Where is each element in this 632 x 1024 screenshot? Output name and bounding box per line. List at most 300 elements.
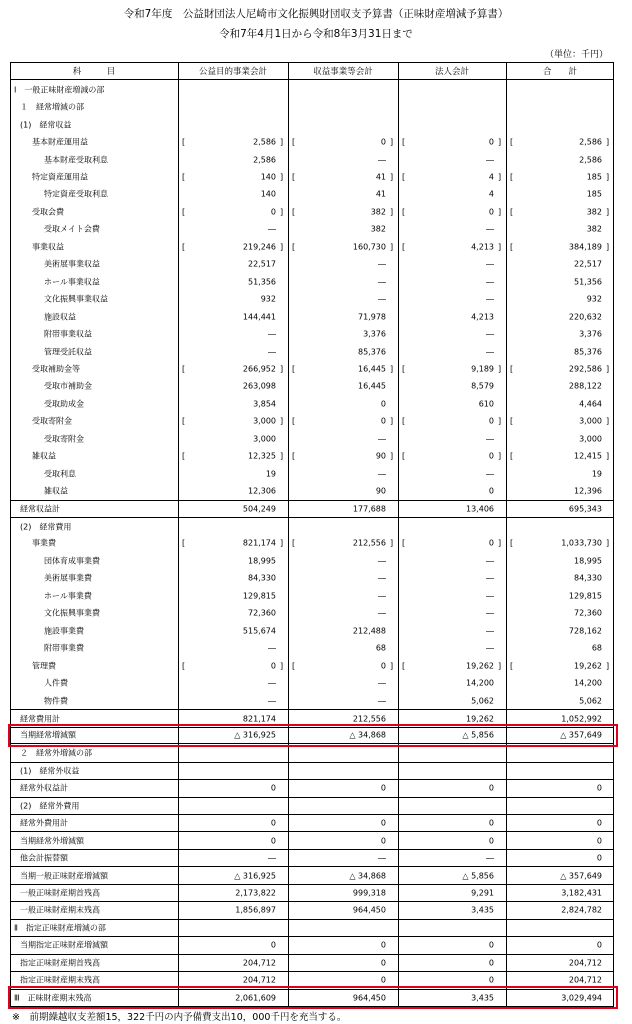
cell-value: 14,200 bbox=[574, 678, 602, 688]
cell-value: ― bbox=[378, 277, 386, 287]
cell-value: 2,586 bbox=[253, 137, 276, 147]
table-row bbox=[10, 186, 614, 203]
document-title: 令和7年度 公益財団法人尼崎市文化振興財団収支予算書（正味財産増減予算書） bbox=[123, 8, 509, 20]
bracket-open: [ bbox=[510, 538, 514, 548]
cell-value: 0 bbox=[270, 940, 276, 950]
row-label: 基本財産受取利息 bbox=[44, 155, 108, 165]
cell-value: ― bbox=[378, 573, 386, 583]
cell-value: 4 bbox=[488, 172, 494, 182]
column-header: 公益目的事業会計 bbox=[198, 66, 267, 77]
cell-value: 2,586 bbox=[253, 155, 276, 165]
cell-value: 0 bbox=[380, 958, 386, 968]
cell-value: 0 bbox=[270, 836, 276, 846]
cell-value: 263,098 bbox=[242, 381, 276, 391]
cell-value: 68 bbox=[375, 643, 386, 653]
bracket-open: [ bbox=[510, 451, 514, 461]
table-row bbox=[10, 133, 614, 150]
table-row bbox=[10, 378, 614, 395]
cell-value: 3,029,494 bbox=[561, 993, 602, 1003]
bracket-open: [ bbox=[182, 207, 186, 217]
bracket-close: ] bbox=[280, 416, 284, 426]
cell-value: 0 bbox=[380, 783, 386, 793]
cell-value: 90 bbox=[375, 486, 386, 496]
cell-value: △ 316,925 bbox=[234, 730, 276, 740]
table-row bbox=[10, 866, 614, 883]
cell-value: ― bbox=[486, 155, 494, 165]
row-label: 受取利息 bbox=[44, 469, 76, 479]
row-label: 受取助成金 bbox=[44, 399, 84, 409]
row-label: 文化振興事業収益 bbox=[44, 294, 108, 304]
cell-value: 821,174 bbox=[242, 538, 276, 548]
cell-value: 0 bbox=[596, 836, 602, 846]
bracket-close: ] bbox=[498, 661, 502, 671]
cell-value: △ 34,868 bbox=[349, 871, 386, 881]
document-period: 令和7年4月1日から令和8年3月31日まで bbox=[219, 28, 413, 40]
cell-value: 72,360 bbox=[248, 608, 276, 618]
table-row bbox=[10, 325, 614, 342]
cell-value: 22,517 bbox=[574, 259, 602, 269]
cell-value: 382 bbox=[586, 224, 602, 234]
cell-value: 3,000 bbox=[253, 416, 276, 426]
table-row bbox=[10, 98, 614, 115]
row-label: 経常費用計 bbox=[20, 714, 60, 724]
row-label: 管理費 bbox=[32, 661, 56, 671]
bracket-open: [ bbox=[182, 242, 186, 252]
cell-value: 13,406 bbox=[466, 504, 494, 514]
table-row bbox=[10, 343, 614, 360]
cell-value: 12,396 bbox=[574, 486, 602, 496]
cell-value: 695,343 bbox=[568, 504, 602, 514]
bracket-open: [ bbox=[510, 416, 514, 426]
cell-value: 3,376 bbox=[363, 329, 386, 339]
cell-value: ― bbox=[486, 591, 494, 601]
row-label: 附帯事業費 bbox=[44, 643, 84, 653]
cell-value: 140 bbox=[260, 189, 276, 199]
cell-value: △ 5,856 bbox=[462, 730, 494, 740]
cell-value: 16,445 bbox=[358, 381, 386, 391]
cell-value: 0 bbox=[380, 940, 386, 950]
cell-value: 932 bbox=[260, 294, 276, 304]
bracket-open: [ bbox=[510, 172, 514, 182]
cell-value: ― bbox=[378, 556, 386, 566]
cell-value: 3,854 bbox=[253, 399, 276, 409]
bracket-close: ] bbox=[390, 242, 394, 252]
cell-value: 51,356 bbox=[574, 277, 602, 287]
row-label: 受取寄附金 bbox=[44, 434, 84, 444]
row-label: 受取市補助金 bbox=[44, 381, 92, 391]
bracket-open: [ bbox=[182, 661, 186, 671]
bracket-close: ] bbox=[280, 661, 284, 671]
bracket-close: ] bbox=[606, 242, 610, 252]
cell-value: 0 bbox=[270, 207, 276, 217]
cell-value: ― bbox=[378, 155, 386, 165]
table-row bbox=[10, 849, 614, 866]
cell-value: 2,586 bbox=[579, 137, 602, 147]
cell-value: 72,360 bbox=[574, 608, 602, 618]
table-row bbox=[10, 256, 614, 273]
cell-value: 41 bbox=[375, 189, 386, 199]
table-row bbox=[10, 552, 614, 569]
cell-value: ― bbox=[268, 643, 276, 653]
table-row bbox=[10, 168, 614, 185]
bracket-open: [ bbox=[182, 364, 186, 374]
bracket-close: ] bbox=[606, 207, 610, 217]
cell-value: 932 bbox=[586, 294, 602, 304]
row-label: 人件費 bbox=[44, 678, 68, 688]
cell-value: 3,435 bbox=[471, 905, 494, 915]
cell-value: 0 bbox=[380, 399, 386, 409]
bracket-close: ] bbox=[606, 364, 610, 374]
row-label: Ⅲ 正味財産期末残高 bbox=[14, 993, 92, 1003]
cell-value: 0 bbox=[380, 818, 386, 828]
cell-value: 204,712 bbox=[568, 958, 602, 968]
bracket-close: ] bbox=[606, 661, 610, 671]
cell-value: 1,856,897 bbox=[235, 905, 276, 915]
table-row bbox=[10, 936, 614, 953]
row-label: 事業費 bbox=[32, 538, 56, 548]
bracket-close: ] bbox=[606, 451, 610, 461]
table-row bbox=[10, 954, 614, 971]
bracket-open: [ bbox=[182, 416, 186, 426]
table-row bbox=[10, 639, 614, 656]
cell-value: ― bbox=[486, 347, 494, 356]
bracket-close: ] bbox=[280, 172, 284, 182]
cell-value: 0 bbox=[596, 783, 602, 793]
cell-value: 8,579 bbox=[471, 381, 494, 391]
bracket-close: ] bbox=[280, 451, 284, 461]
cell-value: 160,730 bbox=[352, 242, 386, 252]
bracket-close: ] bbox=[606, 137, 610, 147]
cell-value: ― bbox=[378, 434, 386, 444]
row-label: 受取寄附金 bbox=[32, 416, 72, 426]
table-header bbox=[10, 62, 614, 80]
cell-value: 5,062 bbox=[579, 696, 602, 706]
bracket-open: [ bbox=[292, 137, 296, 147]
bracket-close: ] bbox=[390, 172, 394, 182]
table-row bbox=[10, 605, 614, 622]
bracket-open: [ bbox=[402, 242, 406, 252]
cell-value: 51,356 bbox=[248, 277, 276, 287]
bracket-close: ] bbox=[280, 242, 284, 252]
cell-value: 12,415 bbox=[574, 451, 602, 461]
table-row bbox=[10, 448, 614, 465]
cell-value: 12,306 bbox=[248, 486, 276, 496]
row-label: 一般正味財産期首残高 bbox=[20, 888, 100, 898]
bracket-open: [ bbox=[402, 451, 406, 461]
row-label: 当期経常外増減額 bbox=[20, 836, 84, 846]
cell-value: 9,189 bbox=[471, 364, 494, 374]
cell-value: 2,173,822 bbox=[235, 888, 276, 898]
table-row bbox=[10, 762, 614, 779]
table-row bbox=[10, 535, 614, 552]
column-header: 科 目 bbox=[72, 66, 116, 77]
cell-value: 266,952 bbox=[242, 364, 276, 374]
cell-value: ― bbox=[486, 643, 494, 653]
bracket-open: [ bbox=[402, 137, 406, 147]
cell-value: ― bbox=[486, 294, 494, 304]
cell-value: ― bbox=[486, 573, 494, 583]
bracket-open: [ bbox=[182, 538, 186, 548]
bracket-open: [ bbox=[292, 172, 296, 182]
bracket-open: [ bbox=[292, 416, 296, 426]
bracket-close: ] bbox=[498, 364, 502, 374]
row-label: 他会計振替額 bbox=[20, 853, 68, 863]
row-label: Ⅰ 一般正味財産増減の部 bbox=[14, 85, 105, 95]
cell-value: 0 bbox=[488, 940, 494, 950]
cell-value: ― bbox=[486, 556, 494, 566]
row-label: 特定資産運用益 bbox=[32, 172, 88, 182]
cell-value: 384,189 bbox=[568, 242, 602, 252]
bracket-open: [ bbox=[402, 416, 406, 426]
cell-value: ― bbox=[378, 853, 386, 863]
bracket-close: ] bbox=[280, 137, 284, 147]
cell-value: △ 357,649 bbox=[560, 871, 602, 881]
cell-value: ― bbox=[378, 608, 386, 618]
cell-value: 204,712 bbox=[242, 975, 276, 985]
row-label: (1) 経常外収益 bbox=[20, 766, 80, 776]
bracket-close: ] bbox=[390, 137, 394, 147]
cell-value: 68 bbox=[591, 643, 602, 653]
highlight-current-ordinary-change bbox=[8, 724, 618, 747]
row-label: 経常外費用計 bbox=[20, 818, 68, 828]
cell-value: 129,815 bbox=[242, 591, 276, 601]
bracket-open: [ bbox=[182, 172, 186, 182]
row-label: 事業収益 bbox=[32, 242, 64, 252]
table-row bbox=[10, 308, 614, 325]
row-label: (1) 経常収益 bbox=[20, 120, 72, 130]
cell-value: 41 bbox=[375, 172, 386, 182]
bracket-close: ] bbox=[390, 538, 394, 548]
cell-value: ― bbox=[486, 277, 494, 287]
row-label: 受取会費 bbox=[32, 207, 64, 217]
table-row bbox=[10, 500, 614, 517]
cell-value: 19 bbox=[265, 469, 276, 479]
row-label: 雑収益 bbox=[32, 451, 56, 461]
cell-value: ― bbox=[378, 591, 386, 601]
cell-value: 0 bbox=[488, 451, 494, 461]
cell-value: 2,586 bbox=[579, 155, 602, 165]
cell-value: 18,995 bbox=[248, 556, 276, 566]
cell-value: 14,200 bbox=[466, 678, 494, 688]
cell-value: 12,325 bbox=[248, 451, 276, 461]
cell-value: 4,213 bbox=[471, 312, 494, 322]
table-row bbox=[10, 587, 614, 604]
cell-value: 90 bbox=[375, 451, 386, 461]
cell-value: 504,249 bbox=[242, 504, 276, 514]
bracket-close: ] bbox=[606, 416, 610, 426]
cell-value: 19 bbox=[591, 469, 602, 479]
bracket-open: [ bbox=[402, 661, 406, 671]
cell-value: ― bbox=[486, 224, 494, 234]
cell-value: 177,688 bbox=[352, 504, 386, 514]
table-row bbox=[10, 465, 614, 482]
cell-value: △ 316,925 bbox=[234, 871, 276, 881]
table-row bbox=[10, 430, 614, 447]
table-row bbox=[10, 517, 614, 534]
bracket-open: [ bbox=[292, 538, 296, 548]
footnote: ※ 前期繰越収支差額15，322千円の内予備費支出10，000千円を充当する。 bbox=[12, 1012, 347, 1023]
row-label: 附帯事業収益 bbox=[44, 329, 92, 339]
cell-value: 71,978 bbox=[358, 312, 386, 322]
table-row bbox=[10, 884, 614, 901]
table-row bbox=[10, 238, 614, 255]
cell-value: 0 bbox=[488, 538, 494, 548]
bracket-close: ] bbox=[280, 538, 284, 548]
cell-value: 84,330 bbox=[574, 573, 602, 583]
row-label: 文化振興事業費 bbox=[44, 608, 100, 618]
table-row bbox=[10, 290, 614, 307]
bracket-open: [ bbox=[402, 172, 406, 182]
row-label: 管理受託収益 bbox=[44, 347, 92, 356]
cell-value: ― bbox=[378, 678, 386, 688]
table-row bbox=[10, 203, 614, 220]
cell-value: 212,556 bbox=[352, 714, 386, 724]
cell-value: 0 bbox=[596, 940, 602, 950]
cell-value: 0 bbox=[270, 783, 276, 793]
cell-value: 85,376 bbox=[574, 347, 602, 356]
cell-value: 0 bbox=[488, 137, 494, 147]
row-label: 指定正味財産期首残高 bbox=[20, 958, 100, 968]
cell-value: 0 bbox=[270, 818, 276, 828]
bracket-close: ] bbox=[390, 661, 394, 671]
bracket-close: ] bbox=[606, 172, 610, 182]
bracket-close: ] bbox=[498, 172, 502, 182]
bracket-open: [ bbox=[292, 207, 296, 217]
row-label: 当期指定正味財産増減額 bbox=[20, 940, 108, 950]
row-label: 美術展事業費 bbox=[44, 573, 92, 583]
table-row bbox=[10, 919, 614, 936]
cell-value: 0 bbox=[380, 416, 386, 426]
row-label: 一般正味財産期末残高 bbox=[20, 905, 100, 915]
table-row bbox=[10, 81, 614, 98]
cell-value: ― bbox=[268, 696, 276, 706]
row-label: ホール事業費 bbox=[44, 591, 92, 601]
table-row bbox=[10, 395, 614, 412]
cell-value: 3,000 bbox=[579, 434, 602, 444]
table-row bbox=[10, 901, 614, 918]
cell-value: 185 bbox=[586, 172, 602, 182]
column-header: 法人会計 bbox=[434, 66, 469, 77]
cell-value: 16,445 bbox=[358, 364, 386, 374]
table-row bbox=[10, 482, 614, 499]
table-row bbox=[10, 831, 614, 848]
table-row bbox=[10, 273, 614, 290]
bracket-close: ] bbox=[498, 416, 502, 426]
row-label: Ⅱ 指定正味財産増減の部 bbox=[14, 923, 106, 933]
row-label: 当期経常増減額 bbox=[20, 730, 76, 740]
cell-value: ― bbox=[378, 696, 386, 706]
table-row bbox=[10, 151, 614, 168]
bracket-close: ] bbox=[390, 364, 394, 374]
cell-value: 18,995 bbox=[574, 556, 602, 566]
table-row bbox=[10, 797, 614, 814]
cell-value: ― bbox=[268, 853, 276, 863]
cell-value: 4,464 bbox=[579, 399, 602, 409]
row-label: (2) 経常費用 bbox=[20, 522, 72, 532]
cell-value: 515,674 bbox=[242, 626, 276, 636]
cell-value: 821,174 bbox=[242, 714, 276, 724]
bracket-open: [ bbox=[182, 137, 186, 147]
row-label: ホール事業収益 bbox=[44, 277, 100, 287]
cell-value: ― bbox=[268, 347, 276, 356]
cell-value: 0 bbox=[488, 818, 494, 828]
cell-value: 19,262 bbox=[466, 661, 494, 671]
bracket-close: ] bbox=[498, 538, 502, 548]
cell-value: ― bbox=[486, 626, 494, 636]
table-row bbox=[10, 674, 614, 691]
bracket-open: [ bbox=[510, 207, 514, 217]
cell-value: 2,824,782 bbox=[561, 905, 602, 915]
bracket-open: [ bbox=[402, 538, 406, 548]
bracket-close: ] bbox=[390, 207, 394, 217]
table-row bbox=[10, 116, 614, 133]
row-label: 指定正味財産期末残高 bbox=[20, 975, 100, 985]
cell-value: ― bbox=[378, 469, 386, 479]
bracket-close: ] bbox=[606, 538, 610, 548]
cell-value: 212,556 bbox=[352, 538, 386, 548]
row-label: ２ 経常外増減の部 bbox=[20, 748, 92, 758]
cell-value: 1,052,992 bbox=[561, 714, 602, 724]
bracket-open: [ bbox=[510, 661, 514, 671]
cell-value: 0 bbox=[488, 836, 494, 846]
cell-value: 5,062 bbox=[471, 696, 494, 706]
cell-value: 4,213 bbox=[471, 242, 494, 252]
cell-value: 3,000 bbox=[253, 434, 276, 444]
cell-value: 610 bbox=[478, 399, 494, 409]
row-label: (2) 経常外費用 bbox=[20, 801, 80, 811]
cell-value: 19,262 bbox=[574, 661, 602, 671]
cell-value: 0 bbox=[596, 818, 602, 828]
cell-value: 3,435 bbox=[471, 993, 494, 1003]
cell-value: 0 bbox=[488, 958, 494, 968]
bracket-open: [ bbox=[402, 364, 406, 374]
bracket-open: [ bbox=[292, 364, 296, 374]
cell-value: 0 bbox=[488, 486, 494, 496]
bracket-close: ] bbox=[280, 364, 284, 374]
row-label: 団体育成事業費 bbox=[44, 556, 100, 566]
table-row bbox=[10, 692, 614, 709]
unit-label: （単位：千円） bbox=[544, 50, 608, 60]
cell-value: 0 bbox=[488, 416, 494, 426]
cell-value: ― bbox=[378, 259, 386, 269]
cell-value: ― bbox=[486, 469, 494, 479]
bracket-close: ] bbox=[390, 451, 394, 461]
row-label: １ 経常増減の部 bbox=[20, 102, 84, 112]
cell-value: 0 bbox=[380, 975, 386, 985]
table-row bbox=[10, 570, 614, 587]
table-row bbox=[10, 413, 614, 430]
cell-value: 964,450 bbox=[352, 993, 386, 1003]
column-header: 合 計 bbox=[542, 66, 577, 77]
cell-value: 382 bbox=[370, 224, 386, 234]
cell-value: 219,246 bbox=[242, 242, 276, 252]
cell-value: 728,162 bbox=[568, 626, 602, 636]
row-label: 施設事業費 bbox=[44, 626, 84, 636]
bracket-open: [ bbox=[182, 451, 186, 461]
row-label: 美術展事業収益 bbox=[44, 259, 100, 269]
row-label: 経常外収益計 bbox=[20, 783, 68, 793]
cell-value: 964,450 bbox=[352, 905, 386, 915]
cell-value: 220,632 bbox=[568, 312, 602, 322]
cell-value: 204,712 bbox=[242, 958, 276, 968]
cell-value: 0 bbox=[596, 853, 602, 863]
cell-value: 185 bbox=[586, 189, 602, 199]
table-row bbox=[10, 657, 614, 674]
bracket-open: [ bbox=[510, 242, 514, 252]
bracket-close: ] bbox=[390, 416, 394, 426]
cell-value: 292,586 bbox=[568, 364, 602, 374]
highlight-net-assets-ending-balance bbox=[8, 986, 618, 1009]
